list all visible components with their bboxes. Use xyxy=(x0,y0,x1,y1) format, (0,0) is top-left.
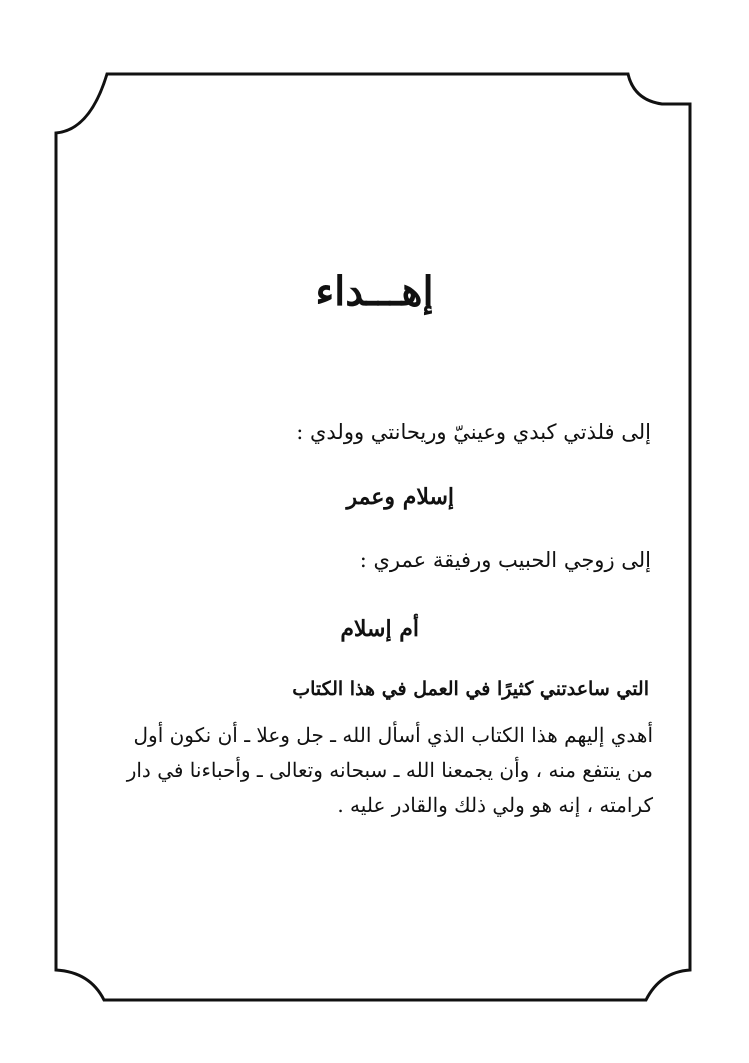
dedication-subtitle: التي ساعدتني كثيرًا في العمل في هذا الكتاب xyxy=(292,678,649,700)
dedication-name-children: إسلام وعمر xyxy=(346,484,454,510)
dedication-paragraph xyxy=(98,718,653,823)
dedication-line-children: إلى فلذتي كبدي وعينيّ وريحانتي وولدي : xyxy=(296,420,651,444)
paragraph-line: أهدي إليهم هذا الكتاب الذي أسأل الله ـ جل وعلا ـ أن نكون أول xyxy=(133,723,653,747)
paragraph-line: من ينتفع منه ، وأن يجمعنا الله ـ سبحانه وتعالى ـ وأحباءنا في دار xyxy=(126,758,653,782)
page-title: إهـــداء xyxy=(315,268,434,315)
dedication-name-spouse: أم إسلام xyxy=(340,616,419,642)
dedication-line-spouse: إلى زوجي الحبيب ورفيقة عمري : xyxy=(359,548,651,572)
paragraph-line: كرامته ، إنه هو ولي ذلك والقادر عليه . xyxy=(337,793,653,817)
